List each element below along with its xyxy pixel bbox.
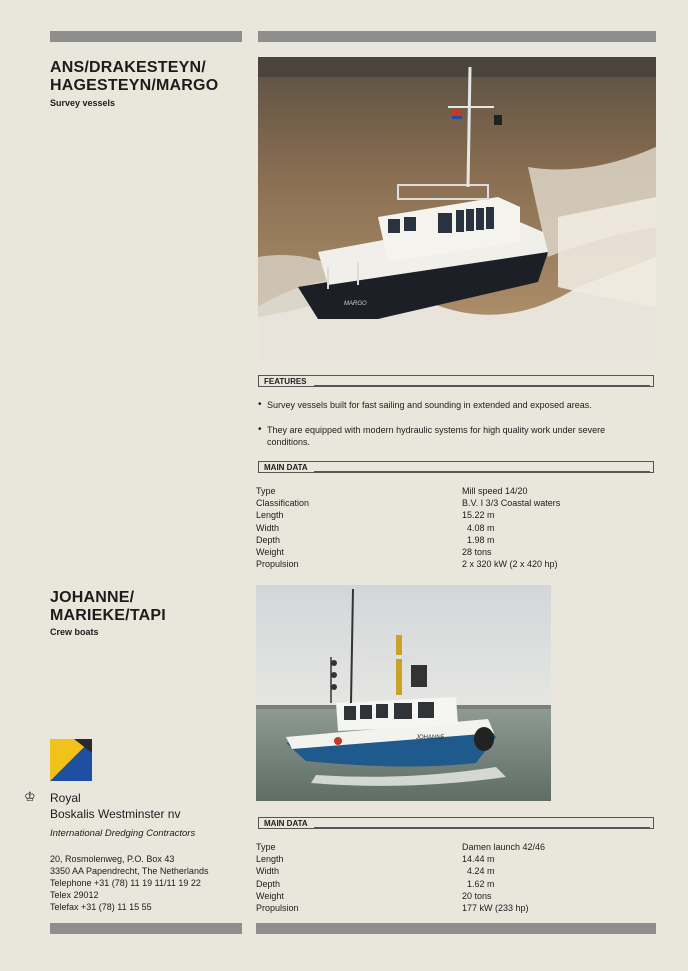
row-key: Type xyxy=(256,486,276,496)
company-name-line1: Royal xyxy=(50,791,81,805)
address-line: Telex 29012 xyxy=(50,890,99,901)
row-value: 1.62 m xyxy=(462,878,495,889)
row-key: Classification xyxy=(256,498,310,509)
table-row xyxy=(256,853,656,865)
main-data-2-heading: MAIN DATA xyxy=(264,819,311,828)
row-value: Mill speed 14/20 xyxy=(462,486,528,496)
row-key: Weight xyxy=(256,890,284,901)
top-bar-right xyxy=(258,31,656,42)
row-value: Damen launch 42/46 xyxy=(462,842,546,852)
table-row xyxy=(256,902,656,914)
address-line: Telephone +31 (78) 11 19 11/11 19 22 xyxy=(50,878,201,889)
vessel1-subtitle: Survey vessels xyxy=(50,98,116,108)
features-heading-box xyxy=(258,375,654,387)
table-row xyxy=(256,558,656,570)
feature-item-2-text: They are equipped with modern hydraulic systems for high quality work under severe conditions. xyxy=(267,425,606,447)
bullet-icon: • xyxy=(258,399,262,410)
company-tagline: International Dredging Contractors xyxy=(50,828,196,839)
row-key: Propulsion xyxy=(256,902,299,913)
address-line: 20, Rosmolenweg, P.O. Box 43 xyxy=(50,854,175,864)
feature-item-1-text: Survey vessels built for fast sailing and sounding in extended and exposed areas. xyxy=(267,400,592,410)
row-key: Width xyxy=(256,866,280,877)
main-data-2-table xyxy=(256,841,656,914)
vessel2-title-line2: MARIEKE/TAPI xyxy=(50,607,166,624)
boskalis-logo-icon xyxy=(50,739,92,781)
row-value: 14.44 m xyxy=(462,854,495,865)
features-heading: FEATURES xyxy=(264,377,310,386)
address-line: 3350 AA Papendrecht, The Netherlands xyxy=(50,866,209,877)
vessel1-title-line1: ANS/DRAKESTEYN/ xyxy=(50,59,206,76)
main-data-1-heading: MAIN DATA xyxy=(264,463,311,472)
company-address xyxy=(50,853,208,913)
row-value: 15.22 m xyxy=(462,510,495,521)
row-value: 4.24 m xyxy=(462,866,495,877)
vessel2-title-line1: JOHANNE/ xyxy=(50,589,135,606)
row-value: 1.98 m xyxy=(462,534,495,545)
vessel1-title-line2: HAGESTEYN/MARGO xyxy=(50,77,219,94)
vessel2-subtitle: Crew boats xyxy=(50,627,99,637)
main-data-1-table xyxy=(256,485,656,570)
row-key: Length xyxy=(256,854,284,865)
table-row xyxy=(256,534,656,546)
company-name-line2: Boskalis Westminster nv xyxy=(50,807,181,821)
table-row xyxy=(256,865,656,877)
row-value: 28 tons xyxy=(462,546,492,557)
top-bar-left xyxy=(50,31,242,42)
main-data-2-heading-box xyxy=(258,817,654,829)
row-key: Weight xyxy=(256,546,284,557)
table-row xyxy=(256,841,656,853)
row-value: 20 tons xyxy=(462,890,492,901)
table-row xyxy=(256,890,656,902)
crown-icon: ♔ xyxy=(24,789,36,804)
feature-item-1 xyxy=(258,399,648,411)
crew-boat-photo xyxy=(256,585,551,801)
bottom-bar-right xyxy=(256,923,656,934)
table-row xyxy=(256,878,656,890)
bullet-icon: • xyxy=(258,424,262,435)
row-value: 2 x 320 kW (2 x 420 hp) xyxy=(462,559,558,570)
vessel2-title xyxy=(50,589,166,625)
feature-item-2 xyxy=(258,424,644,448)
main-data-1-heading-box xyxy=(258,461,654,473)
vessel1-hull-name: MARGO xyxy=(344,301,367,307)
address-line: Telefax +31 (78) 11 15 55 xyxy=(50,902,152,913)
row-value: 4.08 m xyxy=(462,522,495,533)
table-row xyxy=(256,509,656,521)
row-key: Depth xyxy=(256,878,281,889)
table-row xyxy=(256,485,656,497)
table-row xyxy=(256,497,656,509)
row-key: Depth xyxy=(256,534,281,545)
row-key: Width xyxy=(256,522,280,533)
vessel1-title xyxy=(50,59,218,95)
table-row xyxy=(256,522,656,534)
bottom-bar-left xyxy=(50,923,242,934)
row-key: Propulsion xyxy=(256,559,299,570)
row-value: 177 kW (233 hp) xyxy=(462,902,529,913)
survey-vessel-photo xyxy=(258,57,656,359)
vessel2-hull-name: JOHANNE xyxy=(416,735,445,741)
row-key: Length xyxy=(256,510,284,521)
row-value: B.V. I 3/3 Coastal waters xyxy=(462,498,561,509)
table-row xyxy=(256,546,656,558)
row-key: Type xyxy=(256,842,276,852)
